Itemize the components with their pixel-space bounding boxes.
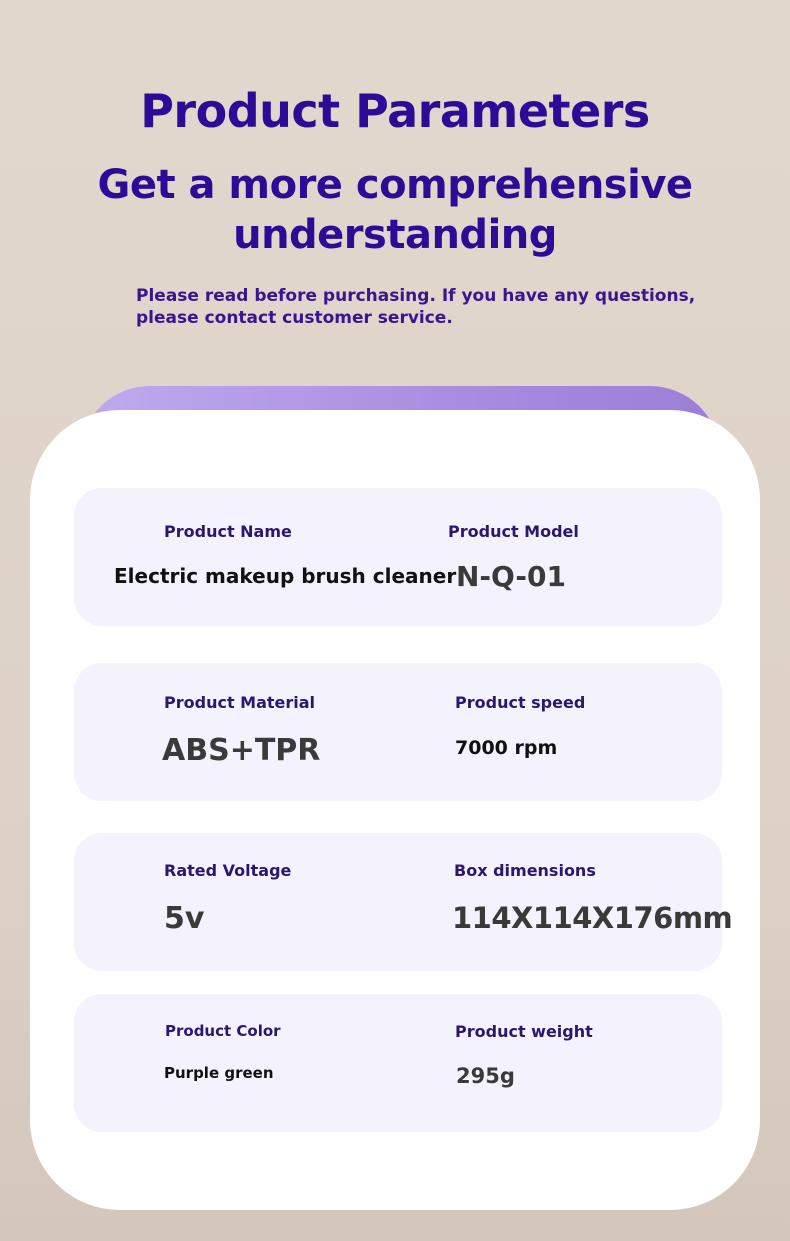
param-row-voltage-box: [74, 833, 733, 971]
box-dimensions-value: 114X114X176mm: [452, 901, 733, 935]
product-color-value: Purple green: [164, 1064, 274, 1082]
product-name-label: Product Name: [164, 522, 292, 541]
product-model-label: Product Model: [448, 522, 579, 541]
purchase-notice: Please read before purchasing. If you have any questions, please contact customer service.: [136, 286, 696, 328]
product-weight-label: Product weight: [455, 1022, 593, 1041]
box-dimensions-label: Box dimensions: [454, 861, 596, 880]
page-subtitle: Get a more comprehensive understanding: [97, 162, 693, 258]
product-model-value: N-Q-01: [456, 560, 566, 593]
product-material-value: ABS+TPR: [162, 733, 321, 768]
param-row-color-weight: [74, 994, 722, 1132]
product-name-value: Electric makeup brush cleaner: [114, 564, 457, 588]
param-row-material-speed: [74, 663, 722, 801]
page-title: Product Parameters: [140, 84, 650, 138]
rated-voltage-label: Rated Voltage: [164, 861, 292, 880]
product-weight-value: 295g: [456, 1064, 515, 1088]
product-material-label: Product Material: [164, 693, 316, 712]
product-speed-label: Product speed: [455, 693, 586, 712]
product-speed-value: 7000 rpm: [455, 737, 558, 759]
param-row-name-model: [74, 488, 722, 626]
rated-voltage-value: 5v: [164, 901, 205, 936]
product-color-label: Product Color: [165, 1022, 281, 1040]
